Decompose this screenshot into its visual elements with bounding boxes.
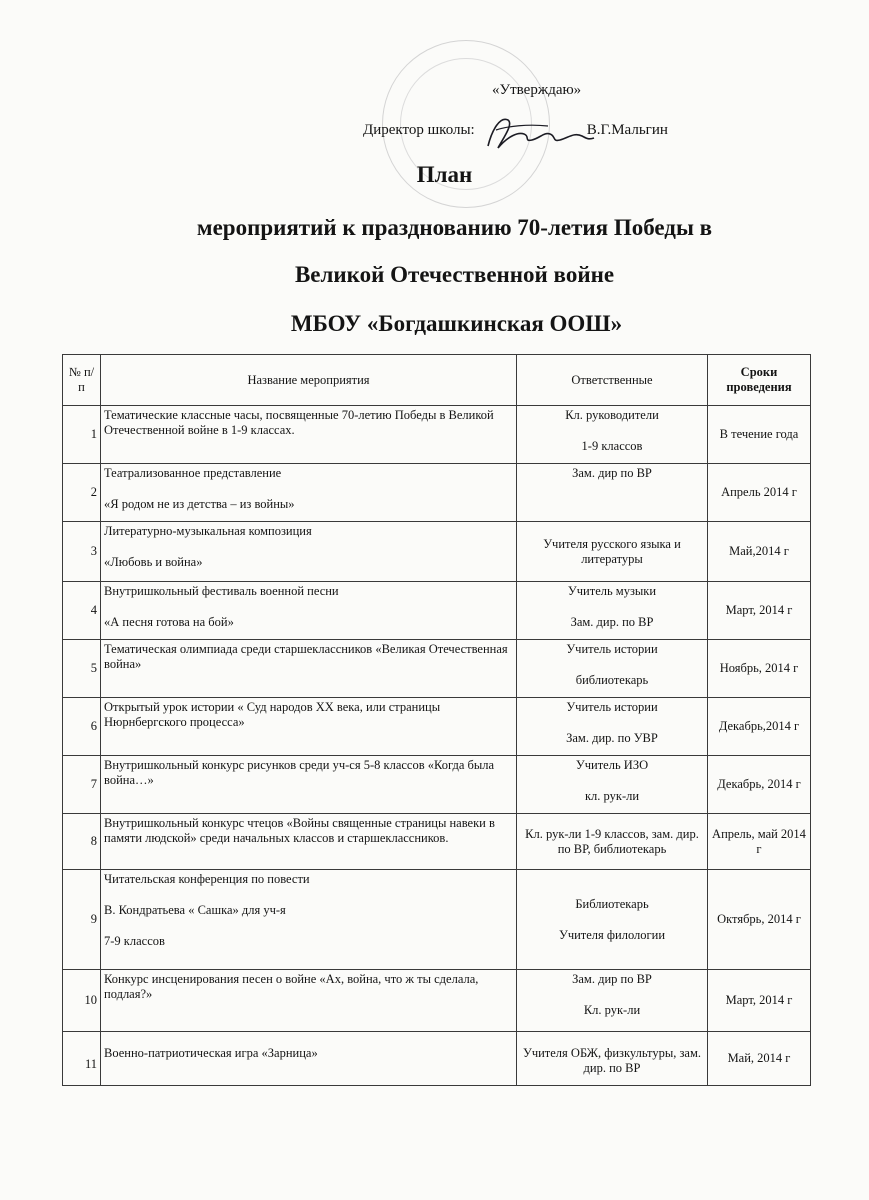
row-dates: Май, 2014 г: [708, 1032, 811, 1086]
row-responsible: Зам. дир по ВР Кл. рук-ли: [517, 970, 708, 1032]
row-name: Театрализованное представление «Я родом не из детства – из войны»: [101, 464, 517, 522]
table-row: [63, 756, 811, 814]
title-line-3: Великой Отечественной войне: [294, 262, 615, 287]
row-name: Читательская конференция по повести В. Кондратьева « Сашка» для уч-я 7-9 классов: [101, 870, 517, 970]
row-dates: Октябрь, 2014 г: [708, 870, 811, 970]
director-signature: [478, 110, 598, 156]
row-name: Тематические классные часы, посвященные 70-летию Победы в Великой Отечественной войне в 1-9 классах.: [101, 406, 517, 464]
table-header-row: [63, 355, 811, 406]
row-responsible: Учитель истории Зам. дир. по УВР: [517, 698, 708, 756]
row-responsible: Кл. рук-ли 1-9 классов, зам. дир. по ВР, библиотекарь: [517, 814, 708, 870]
table-row: [63, 698, 811, 756]
row-name: Военно-патриотическая игра «Зарница»: [101, 1032, 517, 1086]
row-name: Литературно-музыкальная композиция «Любовь и война»: [101, 522, 517, 582]
row-responsible: Учитель музыки Зам. дир. по ВР: [517, 582, 708, 640]
table-row: [63, 464, 811, 522]
table-row: [63, 870, 811, 970]
row-name: Внутришкольный конкурс рисунков среди уч-ся 5-8 классов «Когда была война…»: [101, 756, 517, 814]
row-name: Тематическая олимпиада среди старшеклассников «Великая Отечественная война»: [101, 640, 517, 698]
row-responsible: Учителя ОБЖ, физкультуры, зам. дир. по ВР: [517, 1032, 708, 1086]
approval-line: «Утверждаю»: [492, 82, 582, 98]
table-row: [63, 970, 811, 1032]
row-num: 5: [63, 640, 101, 698]
row-name: Конкурс инсценирования песен о войне «Ах, война, что ж ты сделала, подлая?»: [101, 970, 517, 1032]
col-header-dates: Сроки проведения: [708, 355, 811, 406]
events-table: [62, 354, 811, 1086]
row-dates: Март, 2014 г: [708, 970, 811, 1032]
director-name: В.Г.Мальгин: [586, 122, 668, 138]
col-header-num: № п/п: [63, 355, 101, 406]
row-num: 7: [63, 756, 101, 814]
table-row: [63, 1032, 811, 1086]
table-row: [63, 814, 811, 870]
row-dates: Декабрь, 2014 г: [708, 756, 811, 814]
row-num: 2: [63, 464, 101, 522]
director-label: Директор школы:: [363, 122, 475, 138]
row-responsible: Учитель ИЗО кл. рук-ли: [517, 756, 708, 814]
col-header-name: Название мероприятия: [101, 355, 517, 406]
row-name: Внутришкольный фестиваль военной песни «А песня готова на бой»: [101, 582, 517, 640]
table-row: [63, 640, 811, 698]
row-responsible: Библиотекарь Учителя филологии: [517, 870, 708, 970]
row-dates: Декабрь,2014 г: [708, 698, 811, 756]
row-dates: Апрель 2014 г: [708, 464, 811, 522]
row-num: 8: [63, 814, 101, 870]
title-line-4: МБОУ «Богдашкинская ООШ»: [290, 311, 623, 336]
row-dates: Ноябрь, 2014 г: [708, 640, 811, 698]
table-row: [63, 406, 811, 464]
row-responsible: Зам. дир по ВР: [517, 464, 708, 522]
row-dates: В течение года: [708, 406, 811, 464]
row-dates: Март, 2014 г: [708, 582, 811, 640]
row-name: Открытый урок истории « Суд народов ХХ века, или страницы Нюрнбергского процесса»: [101, 698, 517, 756]
row-dates: Май,2014 г: [708, 522, 811, 582]
row-num: 10: [63, 970, 101, 1032]
row-dates: Апрель, май 2014 г: [708, 814, 811, 870]
row-num: 4: [63, 582, 101, 640]
title-line-2: мероприятий к празднованию 70-летия Победы в: [196, 215, 713, 240]
row-responsible: Кл. руководители 1-9 классов: [517, 406, 708, 464]
row-num: 1: [63, 406, 101, 464]
title-line-1: План: [416, 162, 473, 187]
row-num: 6: [63, 698, 101, 756]
table-row: [63, 582, 811, 640]
row-num: 11: [63, 1032, 101, 1086]
table-row: [63, 522, 811, 582]
row-name: Внутришкольный конкурс чтецов «Войны священные страницы навеки в памяти людской» среди начальных классов и старшеклассников.: [101, 814, 517, 870]
row-responsible: Учителя русского языка и литературы: [517, 522, 708, 582]
row-num: 3: [63, 522, 101, 582]
row-responsible: Учитель истории библиотекарь: [517, 640, 708, 698]
row-num: 9: [63, 870, 101, 970]
col-header-responsible: Ответственные: [517, 355, 708, 406]
